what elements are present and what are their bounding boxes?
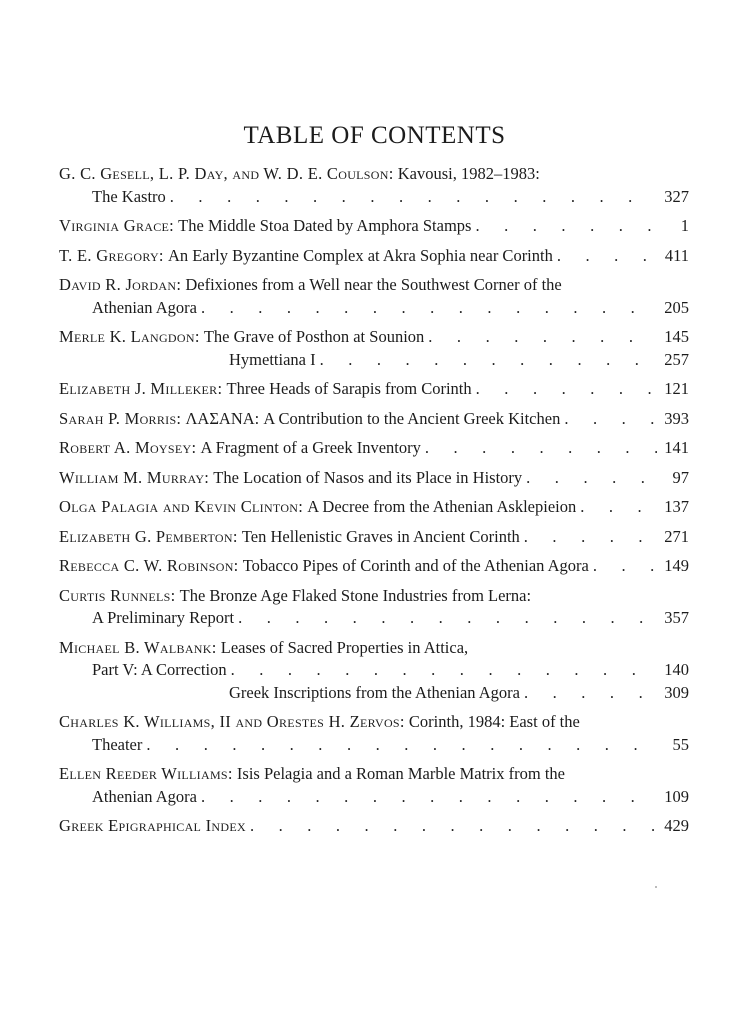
toc-entry-morris <box>59 408 689 431</box>
dot-leader <box>201 786 657 809</box>
toc-entry-e-williams <box>59 763 689 808</box>
entry-title: Leases of Sacred Properties in Attica, <box>220 637 469 657</box>
toc-entry-gesell <box>59 163 689 208</box>
entry-author: Rebecca C. W. Robinson: <box>59 556 239 575</box>
entry-author: Merle K. Langdon: <box>59 327 200 346</box>
entry-title: The Bronze Age Flaked Stone Industries from Lerna: <box>179 585 532 605</box>
page-number: 393 <box>664 408 689 428</box>
toc-entry-runnels <box>59 585 689 630</box>
entry-author: David R. Jordan: <box>59 275 182 294</box>
dot-leader <box>524 526 657 549</box>
entry-title: The Middle Stoa Dated by Amphora Stamps <box>178 216 472 235</box>
page-number: 149 <box>664 556 689 575</box>
entry-author: Virginia Grace: <box>59 216 175 235</box>
toc-line <box>59 607 689 630</box>
toc-line <box>59 245 689 268</box>
toc-entry-milleker <box>59 378 689 401</box>
page-number: 257 <box>664 349 689 369</box>
page-number: 137 <box>664 497 689 516</box>
toc-entry-walbank <box>59 637 689 705</box>
page-number: 309 <box>664 682 689 702</box>
dot-leader <box>475 215 657 238</box>
entry-title: Ten Hellenistic Graves in Ancient Corinth <box>241 526 520 546</box>
page-number: 141 <box>664 438 689 457</box>
toc-entry-grace <box>59 215 689 238</box>
entry-title: The Location of Nasos and its Place in History <box>213 467 523 487</box>
toc-line <box>59 437 689 460</box>
entry-title: Isis Pelagia and a Roman Marble Matrix from the <box>236 764 565 783</box>
entry-title: ΛΑΣΑΝΑ: A Contribution to the Ancient Greek Kitchen <box>185 408 561 428</box>
toc-line <box>59 186 689 209</box>
toc-entry-pemberton <box>59 526 689 549</box>
toc-line <box>59 659 689 682</box>
toc-line <box>59 815 689 838</box>
entry-author: Robert A. Moysey: <box>59 438 197 457</box>
toc-entry-index <box>59 815 689 838</box>
toc-line <box>59 734 689 757</box>
page-number: 97 <box>672 467 689 487</box>
toc-line <box>59 326 689 349</box>
toc-line <box>59 786 689 809</box>
page-number: 327 <box>664 186 689 206</box>
page-number: 55 <box>672 734 689 754</box>
toc-line <box>59 682 689 705</box>
toc-line <box>59 555 689 578</box>
page-number: 1 <box>680 216 689 235</box>
entry-title: Corinth, 1984: East of the <box>408 712 580 731</box>
page-number: 411 <box>664 245 689 265</box>
entry-title: Tobacco Pipes of Corinth and of the Athenian Agora <box>242 556 589 575</box>
dot-leader <box>425 437 657 460</box>
toc-line <box>59 274 689 297</box>
toc-line <box>59 349 689 372</box>
toc-line <box>59 711 689 734</box>
entry-author: Olga Palagia and Kevin Clinton: <box>59 497 304 516</box>
dot-leader <box>250 815 657 838</box>
entry-author: Curtis Runnels: <box>59 585 176 605</box>
toc-entry-moysey <box>59 437 689 460</box>
page-number: 121 <box>664 379 689 398</box>
entry-title: The Grave of Posthon at Sounion <box>203 327 425 346</box>
scan-speck <box>655 886 657 888</box>
entry-author: Ellen Reeder Williams: <box>59 764 233 783</box>
table-of-contents <box>59 163 689 845</box>
dot-leader <box>564 408 657 431</box>
page-number: 140 <box>664 660 689 679</box>
entry-author: G. C. Gesell, L. P. Day, and W. D. E. Coulson: <box>59 164 394 183</box>
page-number: 429 <box>664 816 689 835</box>
entry-title: A Preliminary Report <box>92 608 235 627</box>
page-number: 205 <box>664 297 689 317</box>
entry-author: Elizabeth J. Milleker: <box>59 379 223 398</box>
toc-entry-jordan <box>59 274 689 319</box>
entry-title: A Decree from the Athenian Asklepieion <box>307 497 577 516</box>
entry-title: Three Heads of Sarapis from Corinth <box>226 379 472 398</box>
entry-title: An Early Byzantine Complex at Akra Sophia near Corinth <box>167 245 553 265</box>
page-number: 357 <box>664 608 689 627</box>
entry-author: William M. Murray: <box>59 467 210 487</box>
dot-leader <box>580 496 657 519</box>
toc-line <box>59 163 689 186</box>
toc-line <box>59 526 689 549</box>
entry-title: Athenian Agora <box>92 297 197 317</box>
toc-line <box>59 496 689 519</box>
toc-line <box>59 215 689 238</box>
entry-author: Michael B. Walbank: <box>59 637 217 657</box>
dot-leader <box>476 378 657 401</box>
entry-author: Elizabeth G. Pemberton: <box>59 526 238 546</box>
toc-line <box>59 637 689 660</box>
entry-title: Defixiones from a Well near the Southwest Corner of the <box>185 275 562 294</box>
toc-entry-gregory <box>59 245 689 268</box>
entry-title: Hymettiana I <box>229 349 316 369</box>
dot-leader <box>238 607 657 630</box>
toc-entry-murray <box>59 467 689 490</box>
page-title: TABLE OF CONTENTS <box>243 122 506 149</box>
toc-entry-williams-zervos <box>59 711 689 756</box>
entry-author: Greek Epigraphical Index <box>59 816 246 835</box>
toc-line <box>59 585 689 608</box>
dot-leader <box>320 349 657 372</box>
dot-leader <box>146 734 657 757</box>
entry-author: Charles K. Williams, II and Orestes H. Zervos: <box>59 712 405 731</box>
entry-title: A Fragment of a Greek Inventory <box>200 438 421 457</box>
page-number: 271 <box>664 526 689 546</box>
page-number: 145 <box>664 327 689 346</box>
entry-title: Kavousi, 1982–1983: <box>397 164 540 183</box>
dot-leader <box>170 186 657 209</box>
dot-leader <box>593 555 657 578</box>
dot-leader <box>557 245 657 268</box>
dot-leader <box>231 659 657 682</box>
toc-line <box>59 408 689 431</box>
dot-leader <box>524 682 657 705</box>
toc-line <box>59 297 689 320</box>
toc-entry-robinson <box>59 555 689 578</box>
dot-leader <box>428 326 657 349</box>
toc-line <box>59 763 689 786</box>
toc-entry-palagia-clinton <box>59 496 689 519</box>
toc-line <box>59 467 689 490</box>
dot-leader <box>201 297 657 320</box>
toc-entry-langdon <box>59 326 689 371</box>
entry-author: Sarah P. Morris: <box>59 408 182 428</box>
entry-title: Athenian Agora <box>92 786 197 806</box>
entry-title: The Kastro <box>92 186 166 206</box>
entry-title: Part V: A Correction <box>92 660 227 679</box>
page-number: 109 <box>664 786 689 806</box>
dot-leader <box>526 467 657 490</box>
entry-title: Greek Inscriptions from the Athenian Agora <box>229 682 520 702</box>
entry-title: Theater <box>92 734 143 754</box>
entry-author: T. E. Gregory: <box>59 245 164 265</box>
toc-line <box>59 378 689 401</box>
